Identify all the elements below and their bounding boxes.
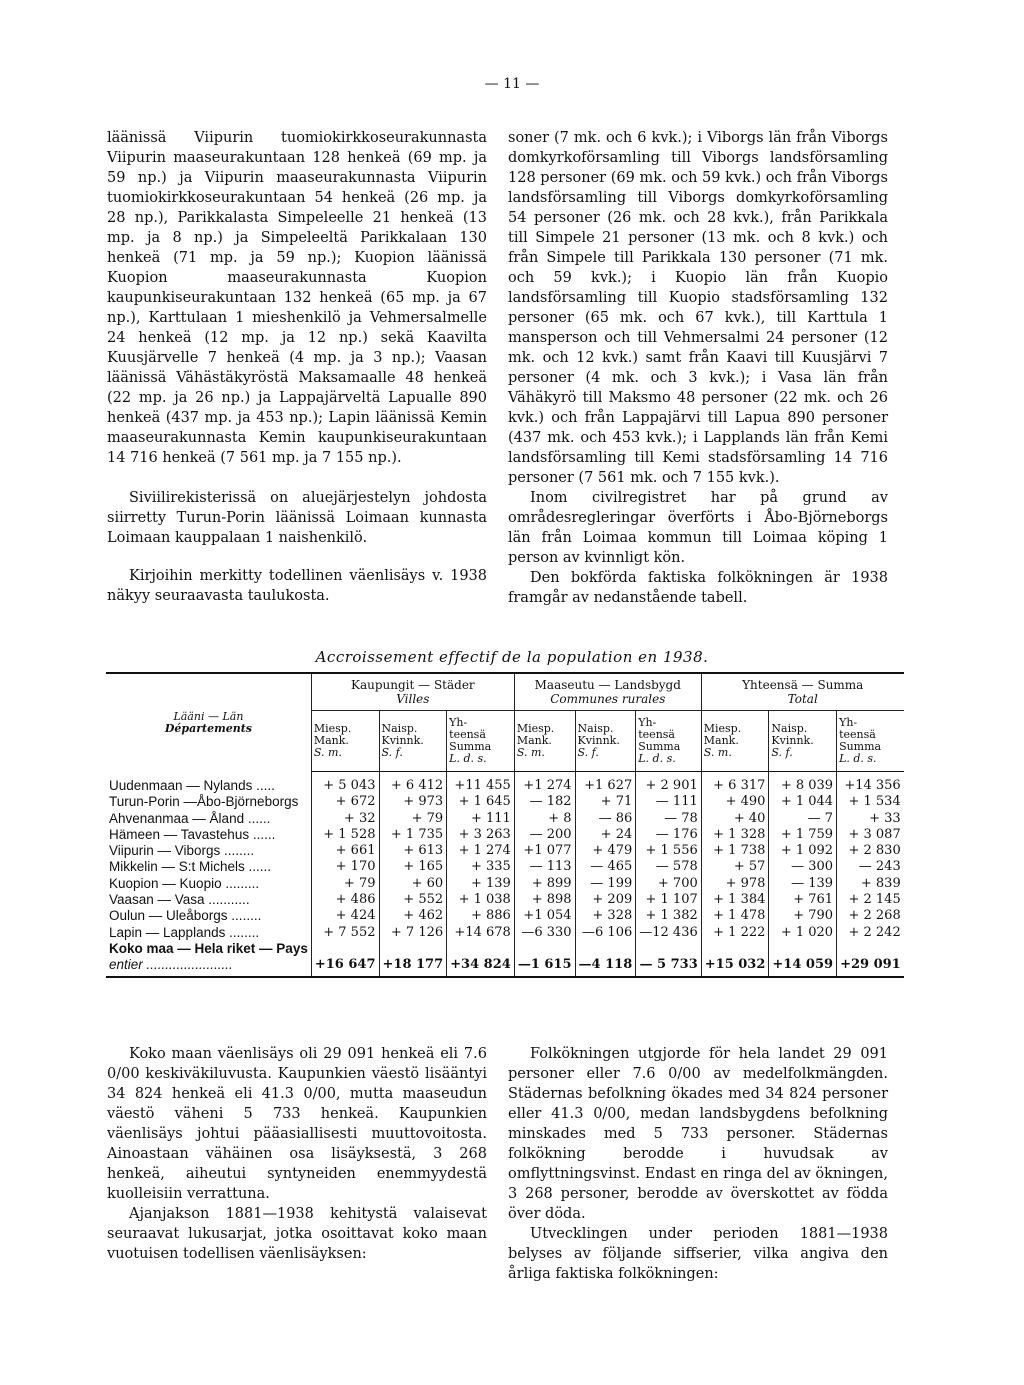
table-row [106,811,904,827]
region-cell: Viipurin — Viborgs ........ [106,843,311,859]
subcolumn-header [837,711,904,772]
total-region-cell [106,941,311,977]
value-cell: + 79 [311,876,379,892]
total-value-cell: —4 118 [575,941,636,977]
value-cell: — 182 [514,794,575,810]
subcolumn-label: Naisp. [381,722,418,735]
finnish-paragraph-1: läänissä Viipurin tuomiokirkkoseurakunnasta Viipurin maaseurakuntaan 128 henkeä (69 mp. ja 59 np.) ja Viipurin maaseurakunnasta Viipurin tuomiokirkkoseurakuntaan 54 henkeä (26 mp. ja 28 np.), Parikkalasta Simpeleelle 21 henkeä (13 mp. ja 8 np.) ja Simpeleeltä Parikkalaan 130 henkeä (71 mp. ja 59 np.); Kuopion läänissä Kuopion maaseurakunnasta Kuopion kaupunkiseurakuntaan 132 henkeä (65 mp. ja 67 np.), Karttulaan 1 mieshenkilö ja Vehmersalmelle 24 henkeä (12 mp. ja 12 np.) sekä Kaavilta Kuusjärvelle 7 henkeä (4 mp. ja 3 np.); Vaasan läänissä Vähästäkyröstä Maksamaalle 48 henkeä (22 mp. ja 26 np.) ja Lappajärveltä Lapualle 890 henkeä (437 mp. ja 453 np.); Lapin läänissä Kemin maaseurakunnasta Kemin kaupunkiseurakuntaan 14 716 henkeä (7 561 mp. ja 7 155 np.). [107,130,487,466]
value-cell: — 86 [575,811,636,827]
value-cell: + 490 [701,794,769,810]
table-title: Accroissement effectif de la population en 1938. [315,648,709,666]
swedish-paragraph-5: Utvecklingen under perioden 1881—1938 belyses av följande siffserier, vilka angiva den årliga faktiska folkökningen: [508,1226,888,1282]
region-header-fi: Lääni — Län [173,709,244,723]
value-cell: + 761 [769,892,837,908]
subcolumn-label: L. d. s. [839,752,877,765]
subcolumn-label: S. m. [703,746,732,759]
value-cell: + 24 [575,827,636,843]
total-value-cell: — 5 733 [636,941,702,977]
value-cell: — 139 [769,876,837,892]
subcolumn-label: L. d. s. [449,752,487,765]
swedish-column-bottom [508,1044,888,1284]
subcolumn-header [769,711,837,772]
total-value-cell: +34 824 [447,941,515,977]
subcolumn-label: S. f. [381,746,403,759]
value-cell: + 2 145 [848,892,901,908]
subcolumn-header [636,711,702,772]
subcolumn-label: Mank. [313,734,349,747]
value-cell: + 899 [514,876,575,892]
subcolumn-label: Summa [839,740,882,753]
value-cell: — 176 [636,827,702,843]
subcolumn-header [379,711,447,772]
value-cell: + 1 534 [848,794,901,810]
subcolumn-label: Miesp. [313,722,352,735]
total-row [106,941,904,977]
value-cell: + 1 107 [636,892,702,908]
region-header-fr: Départements [164,721,252,735]
value-cell: + 1 038 [447,892,515,908]
group-title: Kaupungit — Städer [350,678,475,692]
value-cell: + 7 126 [379,925,447,941]
value-cell: +1 054 [514,908,575,924]
finnish-paragraph-3: Kirjoihin merkitty todellinen väenlisäys v. 1938 näkyy seuraavasta taulukosta. [107,568,487,604]
value-cell: + 335 [447,859,515,875]
value-cell: — 200 [514,827,575,843]
subcolumn-label: teensä [638,728,675,741]
value-cell: + 2 901 [636,772,702,795]
finnish-column-bottom [107,1044,487,1264]
subcolumn-header [447,711,515,772]
value-cell: + 1 020 [769,925,837,941]
group-subtitle: Total [787,692,818,706]
value-cell: + 8 [514,811,575,827]
value-cell: + 886 [447,908,515,924]
total-value-cell: +14 059 [769,941,837,977]
subcolumn-header [514,711,575,772]
subcolumn-label: Mank. [516,734,552,747]
subcolumn-label: Mank. [703,734,739,747]
value-cell: — 300 [769,859,837,875]
table-row [106,876,904,892]
total-value-cell: +16 647 [311,941,379,977]
value-cell: +14 356 [844,778,901,793]
value-cell: + 57 [701,859,769,875]
subcolumn-header [701,711,769,772]
subcolumn-label: Miesp. [703,722,742,735]
subcolumn-label: S. m. [516,746,545,759]
region-cell: Vaasan — Vasa ........... [106,892,311,908]
swedish-paragraph-4: Folkökningen utgjorde för hela landet 29 091 personer eller 7.6 0/00 av medelfolkmängden. Städernas befolkning ökades med 34 824 personer eller 41.3 0/00, medan landsbygdens befolkning minskades med 5 733 personer. Städernas folkökning berodde i huvudsak av omflyttningsvinst. Endast en ringa del av ökningen, 3 268 personer, berodde av överskottet av födda över döda. [508,1046,888,1222]
value-cell: + 2 268 [848,908,901,924]
value-cell: + 839 [860,875,901,891]
swedish-column-top [508,128,888,608]
region-cell: Hämeen — Tavastehus ...... [106,827,311,843]
value-cell: + 165 [379,859,447,875]
value-cell: — 78 [636,811,702,827]
total-label-line2: entier ....................... [109,957,233,973]
region-cell: Mikkelin — S:t Michels ...... [106,859,311,875]
value-cell: + 1 735 [379,827,447,843]
value-cell: + 60 [379,876,447,892]
subcolumn-label: Yh- [638,716,657,729]
value-cell: —12 436 [636,925,702,941]
population-table [106,672,904,978]
value-cell: + 1 382 [636,908,702,924]
value-cell: + 111 [447,811,515,827]
subcolumn-label: S. f. [577,746,599,759]
total-value-cell: +29 091 [837,941,904,977]
value-cell: + 1 556 [636,843,702,859]
value-cell: + 1 092 [769,843,837,859]
value-cell: + 3 263 [447,827,515,843]
value-cell: + 672 [311,794,379,810]
value-cell: + 8 039 [769,772,837,795]
value-cell: + 3 087 [848,826,901,842]
value-cell: +1 077 [514,843,575,859]
swedish-paragraph-1: soner (7 mk. och 6 kvk.); i Viborgs län från Viborgs domkyrkoförsamling till Viborgs landsförsamling 128 personer (69 mk. och 59 kvk.) och från Viborgs landsförsamling till Viborgs domkyrkoförsamling 54 personer (26 mk. och 28 kvk.), från Parikkala till Simpele 21 personer (13 mk. och 8 kvk.) och från Simpele till Parikkala 130 personer (71 mk. och 59 kvk.); i Kuopio län från Kuopio landsförsamling till Kuopio stadsförsamling 132 personer (65 mk. och 67 kvk.), till Karttula 1 mansperson och till Vehmersalmi 24 personer (12 mk. och 12 kvk.) samt från Kaavi till Kuusjärvi 7 personer (4 mk. och 3 kvk.); i Vasa län från Vähäkyrö till Maksmo 48 personer (22 mk. och 26 kvk.) och från Lappajärvi till Lapua 890 personer (437 mk. och 453 kvk.); i Lapplands län från Kemi landsförsamling till Kemi stadsförsamling 14 716 personer (7 561 mk. och 7 155 kvk.). [508,130,888,486]
group-subtitle: Communes rurales [550,692,666,706]
value-cell: + 5 043 [311,772,379,795]
value-cell: — 7 [769,811,837,827]
value-cell: + 209 [575,892,636,908]
value-cell: + 613 [379,843,447,859]
region-cell: Lapin — Lapplands ........ [106,925,311,941]
subcolumn-label: teensä [839,728,876,741]
value-cell: —6 106 [575,925,636,941]
finnish-paragraph-5: Ajanjakson 1881—1938 kehitystä valaisevat seuraavat lukusarjat, jotka osoittavat koko maan vuotuisen todellisen väenlisäyksen: [107,1206,487,1262]
value-cell: — 578 [636,859,702,875]
finnish-paragraph-4: Koko maan väenlisäys oli 29 091 henkeä eli 7.6 0/00 keskiväkiluvusta. Kaupunkien väestö lisääntyi 34 824 henkeä eli 41.3 0/00, mutta maaseudun väestö väheni 5 733 henkeä. Kaupunkien väenlisäys johtui pääasiallisesti muuttovoitosta. Ainoastaan vähäinen osa lisäyksestä, 3 268 henkeä, aiheutui syntyneiden enemmyydestä kuolleisiin verrattuna. [107,1046,487,1202]
group-title: Maaseutu — Landsbygd [534,678,681,692]
table-row [106,908,904,924]
value-cell: + 661 [311,843,379,859]
subcolumn-label: Kvinnk. [577,734,620,747]
value-cell: + 973 [379,794,447,810]
subcolumn-label: Naisp. [771,722,808,735]
region-cell: Ahvenanmaa — Åland ...... [106,811,311,827]
value-cell: + 6 412 [379,772,447,795]
value-cell: + 479 [575,843,636,859]
value-cell: + 1 738 [701,843,769,859]
value-cell: + 1 384 [701,892,769,908]
group-header-total [701,673,903,711]
value-cell: + 1 759 [769,827,837,843]
page-number: — 11 — [484,76,540,92]
subcolumn-label: Summa [638,740,681,753]
value-cell: + 1 645 [447,794,515,810]
value-cell: + 700 [636,876,702,892]
value-cell: + 170 [311,859,379,875]
value-cell: + 1 044 [769,794,837,810]
total-value-cell: —1 615 [514,941,575,977]
value-cell: + 6 317 [701,772,769,795]
region-cell: Uudenmaan — Nylands ..... [106,772,311,795]
value-cell: + 33 [869,810,901,826]
region-cell: Turun-Porin —Åbo-Björneborgs [106,794,311,810]
subcolumn-label: Yh- [839,716,858,729]
subcolumn-label: L. d. s. [638,752,676,765]
group-header-cities [311,673,514,711]
total-label-line1: Koko maa — Hela riket — Pays [109,940,308,956]
value-cell: + 7 552 [311,925,379,941]
table-row [106,892,904,908]
swedish-paragraph-2: Inom civilregistret har på grund av områdesregleringar överförts i Åbo-Björneborgs län från Loimaa kommun till Loimaa köping 1 person av kvinnligt kön. [508,490,888,566]
value-cell: + 79 [379,811,447,827]
group-title: Yhteensä — Summa [742,678,864,692]
value-cell: — 465 [575,859,636,875]
value-cell: + 1 222 [701,925,769,941]
total-value-cell: +15 032 [701,941,769,977]
value-cell: — 199 [575,876,636,892]
value-cell: + 1 478 [701,908,769,924]
value-cell: + 71 [575,794,636,810]
subcolumn-label: Kvinnk. [381,734,424,747]
value-cell: + 790 [769,908,837,924]
table-row [106,925,904,941]
value-cell: + 462 [379,908,447,924]
subcolumn-label: Summa [449,740,492,753]
value-cell: + 1 274 [447,843,515,859]
value-cell: + 139 [447,876,515,892]
subcolumn-label: S. m. [313,746,342,759]
subcolumn-header [311,711,379,772]
value-cell: + 978 [701,876,769,892]
subcolumn-label: Kvinnk. [771,734,814,747]
value-cell: + 1 328 [701,827,769,843]
value-cell: +1 627 [575,772,636,795]
subcolumn-label: Naisp. [577,722,614,735]
table-row [106,859,904,875]
table-row [106,843,904,859]
total-value-cell: +18 177 [379,941,447,977]
value-cell: + 486 [311,892,379,908]
swedish-paragraph-3: Den bokförda faktiska folkökningen är 1938 framgår av nedanstående tabell. [508,570,888,606]
table-row [106,772,904,795]
value-cell: + 898 [514,892,575,908]
group-subtitle: Villes [396,692,430,706]
table-row [106,827,904,843]
value-cell: + 2 830 [848,843,901,859]
value-cell: + 40 [701,811,769,827]
value-cell: + 424 [311,908,379,924]
subcolumn-label: Miesp. [516,722,555,735]
value-cell: + 32 [311,811,379,827]
finnish-paragraph-2: Siviilirekisterissä on aluejärjestelyn johdosta siirretty Turun-Porin läänissä Loimaan kunnasta Loimaan kauppalaan 1 naishenkilö. [107,490,487,546]
value-cell: + 552 [379,892,447,908]
finnish-column-top [107,128,487,606]
value-cell: +1 274 [514,772,575,795]
value-cell: +14 678 [447,925,515,941]
subcolumn-label: S. f. [771,746,793,759]
value-cell: + 328 [575,908,636,924]
value-cell: —6 330 [514,925,575,941]
value-cell: + 2 242 [848,924,901,940]
value-cell: — 243 [858,859,901,875]
value-cell: + 1 528 [311,827,379,843]
subcolumn-header [575,711,636,772]
region-cell: Kuopion — Kuopio ......... [106,876,311,892]
region-header [106,673,311,772]
value-cell: +11 455 [447,772,515,795]
value-cell: — 113 [514,859,575,875]
value-cell: — 111 [636,794,702,810]
region-cell: Oulun — Uleåborgs ........ [106,908,311,924]
subcolumn-label: teensä [449,728,486,741]
subcolumn-label: Yh- [449,716,468,729]
table-row [106,794,904,810]
group-header-rural [514,673,701,711]
